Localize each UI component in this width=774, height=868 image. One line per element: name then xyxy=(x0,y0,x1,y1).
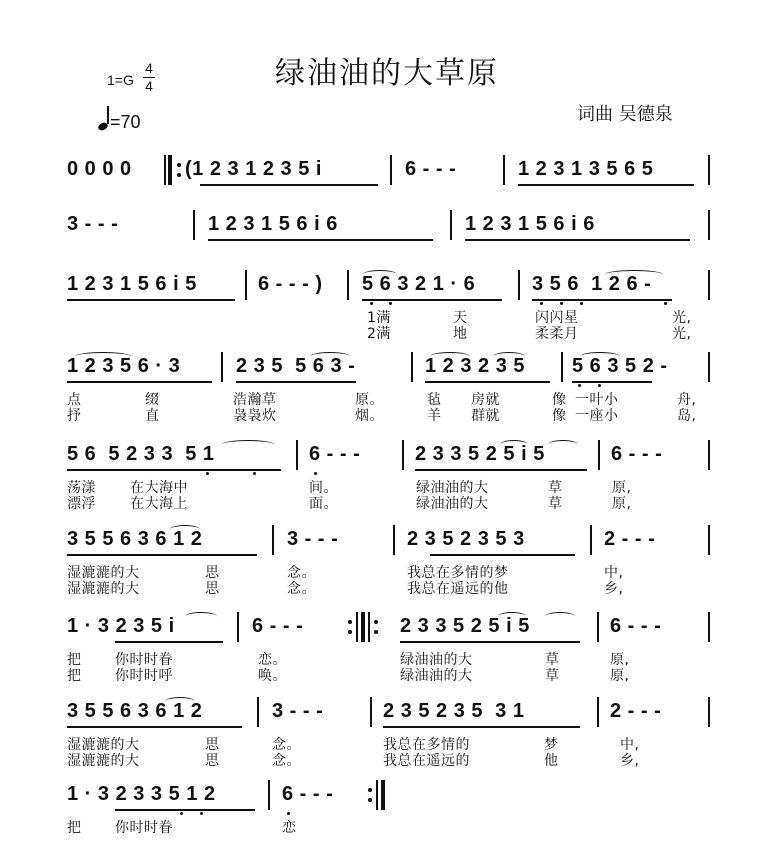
note-stem xyxy=(107,106,109,124)
barline xyxy=(708,155,710,185)
underline-beam xyxy=(67,726,242,728)
measure: 2 3 3 5 2 5 i 5 xyxy=(400,615,530,637)
barline xyxy=(503,155,505,185)
barline xyxy=(590,525,592,555)
measure: 3 - - - xyxy=(67,213,119,235)
lyric: 念。 xyxy=(287,565,316,581)
lyric: 一座小 xyxy=(575,408,619,424)
lyric: 荡漾 xyxy=(67,480,96,496)
lyric: 原, xyxy=(612,480,632,496)
lyric: 草 xyxy=(545,652,560,668)
measure: 6 - - - xyxy=(252,615,304,637)
lyric: 一叶小 xyxy=(575,392,619,408)
barline xyxy=(272,525,274,555)
repeat-dots xyxy=(177,161,181,179)
lower-octave-dot xyxy=(253,472,256,475)
lyric: 天 xyxy=(453,310,468,326)
lyric: 浩瀚草 xyxy=(233,392,277,408)
measure: 1 2 3 1 5 6 i 6 xyxy=(208,213,338,235)
barline xyxy=(708,270,710,300)
lyric: 缀 xyxy=(145,392,160,408)
measure: 6 - - - xyxy=(405,158,457,180)
underline-beam xyxy=(362,299,502,301)
lyric: 恋 xyxy=(282,820,297,836)
barline xyxy=(708,210,710,240)
barline xyxy=(708,697,710,727)
repeat-dots xyxy=(374,618,378,636)
underline-beam xyxy=(425,381,550,383)
barline xyxy=(257,697,259,727)
barline xyxy=(561,352,563,382)
measure: 1 2 3 1 3 5 6 5 xyxy=(518,158,654,180)
lyric: 光, xyxy=(672,326,692,342)
time-signature-top: 4 xyxy=(145,60,153,76)
lyric: 群就 xyxy=(471,408,500,424)
measure: 1 · 3 2 3 3 5 1 2 xyxy=(67,783,216,805)
measure: 2 - - - xyxy=(604,528,656,550)
lyric: 在大海上 xyxy=(130,496,188,512)
lyric: 湿漉漉的大 xyxy=(67,753,140,769)
lyric: 直 xyxy=(145,408,160,424)
repeat-dots xyxy=(368,786,372,804)
measure: 2 3 5 2 3 5 3 xyxy=(407,528,525,550)
lyric: 你时时眷 xyxy=(115,820,173,836)
lyric: 草 xyxy=(548,480,563,496)
lower-octave-dot xyxy=(540,302,543,305)
measure: 1 · 3 2 3 5 i xyxy=(67,615,175,637)
barline xyxy=(402,440,404,470)
barline xyxy=(598,440,600,470)
lyric: 绿油油的大 xyxy=(400,652,473,668)
measure: 6 - - - xyxy=(611,443,663,465)
barline xyxy=(708,352,710,382)
repeat-end-barline xyxy=(381,780,385,810)
measure: 6 - - - ) xyxy=(258,273,323,295)
underline-beam xyxy=(115,809,255,811)
lyric: 绿油油的大 xyxy=(416,496,489,512)
underline-beam xyxy=(415,469,587,471)
underline-beam xyxy=(67,469,281,471)
measure: 3 5 5 6 3 6 1 2 xyxy=(67,528,203,550)
lyric: 柔柔月 xyxy=(535,326,579,342)
measure: 2 - - - xyxy=(610,700,662,722)
lyric: 思 xyxy=(205,565,220,581)
lower-octave-dot xyxy=(314,472,317,475)
lyric: 原, xyxy=(610,652,630,668)
measure: 1 2 3 2 3 5 xyxy=(425,355,526,377)
underline-beam xyxy=(430,554,575,556)
lower-octave-dot xyxy=(206,472,209,475)
lyric: 闪闪星 xyxy=(535,310,579,326)
barline xyxy=(237,612,239,642)
barline xyxy=(245,270,247,300)
barline xyxy=(518,270,520,300)
repeat-barline xyxy=(368,612,370,642)
lyric: 房就 xyxy=(471,392,500,408)
barline xyxy=(296,440,298,470)
lyric: 光, xyxy=(672,310,692,326)
lower-octave-dot xyxy=(200,812,203,815)
lyric: 原, xyxy=(610,668,630,684)
underline-beam xyxy=(518,184,694,186)
measure: 3 - - - xyxy=(287,528,339,550)
measure: 2 3 5 5 6 3 - xyxy=(236,355,356,377)
repeat-barline xyxy=(356,612,358,642)
lyric: 我总在遥远的他 xyxy=(407,581,509,597)
barline xyxy=(708,612,710,642)
underline-beam xyxy=(115,641,223,643)
repeat-dots xyxy=(348,618,352,636)
lyric: 2满 xyxy=(367,326,391,342)
lyric: 原, xyxy=(612,496,632,512)
lyric: 把 xyxy=(67,652,82,668)
lyric: 思 xyxy=(205,737,220,753)
lower-octave-dot xyxy=(560,302,563,305)
barline xyxy=(370,697,372,727)
lyric: 我总在多情的梦 xyxy=(407,565,509,581)
lyric: 中, xyxy=(620,737,640,753)
underline-beam xyxy=(465,239,690,241)
lyric: 他 xyxy=(544,753,559,769)
measure: 6 - - - xyxy=(610,615,662,637)
barline xyxy=(393,525,395,555)
lyric: 乡, xyxy=(604,581,624,597)
lyric: 我总在遥远的 xyxy=(383,753,470,769)
lyric: 湿漉漉的大 xyxy=(67,737,140,753)
lyric: 面。 xyxy=(309,496,338,512)
lyric: 烟。 xyxy=(355,408,384,424)
lyric: 像 xyxy=(552,392,567,408)
tempo-value: =70 xyxy=(110,112,141,132)
lyric: 舟, xyxy=(677,392,697,408)
lyric: 乡, xyxy=(620,753,640,769)
measure: 5 6 3 5 2 - xyxy=(572,355,668,377)
lyric: 抒 xyxy=(67,408,82,424)
barline xyxy=(708,440,710,470)
lyric: 毡 xyxy=(427,392,442,408)
lyric: 念。 xyxy=(287,581,316,597)
underline-beam xyxy=(200,184,378,186)
lower-octave-dot xyxy=(180,812,183,815)
measure: 2 3 3 5 2 5 i 5 xyxy=(415,443,545,465)
lyric: 间。 xyxy=(309,480,338,496)
lyric: 草 xyxy=(545,668,560,684)
measure: 6 - - - xyxy=(309,443,361,465)
lyric: 绿油油的大 xyxy=(416,480,489,496)
lyric: 梦 xyxy=(544,737,559,753)
underline-beam xyxy=(67,299,235,301)
lyric: 原。 xyxy=(355,392,384,408)
underline-beam xyxy=(532,299,672,301)
measure: 3 5 5 6 3 6 1 2 xyxy=(67,700,203,722)
measure: 5 6 5 2 3 3 5 1 xyxy=(67,443,215,465)
measure: 2 3 5 2 3 5 3 1 xyxy=(383,700,525,722)
measure: 6 - - - xyxy=(282,783,334,805)
lyric: 把 xyxy=(67,820,82,836)
measure: 3 - - - xyxy=(272,700,324,722)
barline xyxy=(450,210,452,240)
underline-beam xyxy=(383,726,580,728)
lyric: 你时时呼 xyxy=(115,668,173,684)
lyric: 绿油油的大 xyxy=(400,668,473,684)
tempo-marking xyxy=(98,112,141,133)
repeat-barline xyxy=(361,612,365,642)
lyric: 恋。 xyxy=(258,652,287,668)
lower-octave-dot xyxy=(578,384,581,387)
lyric: 你时时眷 xyxy=(115,652,173,668)
lower-octave-dot xyxy=(389,302,392,305)
lyric: 像 xyxy=(552,408,567,424)
barline xyxy=(597,612,599,642)
barline xyxy=(164,155,166,185)
underline-beam xyxy=(236,381,356,383)
lyric: 把 xyxy=(67,668,82,684)
lyric: 羊 xyxy=(427,408,442,424)
underline-beam xyxy=(67,381,212,383)
key-signature: 1=G xyxy=(107,72,134,88)
repeat-end-barline xyxy=(376,780,378,810)
lyric: 草 xyxy=(548,496,563,512)
barline xyxy=(193,210,195,240)
lyric: 念。 xyxy=(272,737,301,753)
lyric: 漂浮 xyxy=(67,496,96,512)
measure: 5 6 3 2 1 · 6 xyxy=(362,273,476,295)
barline xyxy=(597,697,599,727)
barline xyxy=(708,525,710,555)
barline xyxy=(221,352,223,382)
measure: 1 2 3 1 5 6 i 6 xyxy=(465,213,595,235)
measure: (1 2 3 1 2 3 5 i xyxy=(185,158,322,180)
lower-octave-dot xyxy=(598,384,601,387)
lyric: 岛, xyxy=(677,408,697,424)
lyric: 湿漉漉的大 xyxy=(67,565,140,581)
lyric: 在大海中 xyxy=(130,480,188,496)
measure: 1 2 3 1 5 6 i 5 xyxy=(67,273,197,295)
lower-octave-dot xyxy=(664,302,667,305)
time-signature xyxy=(143,60,155,95)
barline xyxy=(268,780,270,810)
underline-beam xyxy=(572,381,652,383)
composer-credit: 词曲 吴德泉 xyxy=(577,104,673,125)
repeat-start-barline xyxy=(168,155,172,185)
time-signature-bottom: 4 xyxy=(145,78,153,94)
lyric: 湿漉漉的大 xyxy=(67,581,140,597)
underline-beam xyxy=(400,641,580,643)
lyric: 中, xyxy=(604,565,624,581)
lyric: 1满 xyxy=(367,310,391,326)
lyric: 唤。 xyxy=(258,668,287,684)
measure: 1 2 3 5 6 · 3 xyxy=(67,355,181,377)
lower-octave-dot xyxy=(287,812,290,815)
barline xyxy=(411,352,413,382)
lyric: 我总在多情的 xyxy=(383,737,470,753)
lyric: 思 xyxy=(205,581,220,597)
lyric: 思 xyxy=(205,753,220,769)
measure: 0 0 0 0 xyxy=(67,158,132,180)
barline xyxy=(390,155,392,185)
lyric: 点 xyxy=(67,392,82,408)
barline xyxy=(347,270,349,300)
song-title: 绿油油的大草原 xyxy=(275,56,499,91)
lower-octave-dot xyxy=(580,302,583,305)
underline-beam xyxy=(208,239,433,241)
underline-beam xyxy=(67,554,257,556)
lyric: 袅袅炊 xyxy=(233,408,277,424)
measure: 3 5 6 1 2 6 - xyxy=(532,273,652,295)
lyric: 地 xyxy=(453,326,468,342)
lyric: 念。 xyxy=(272,753,301,769)
lower-octave-dot xyxy=(370,302,373,305)
